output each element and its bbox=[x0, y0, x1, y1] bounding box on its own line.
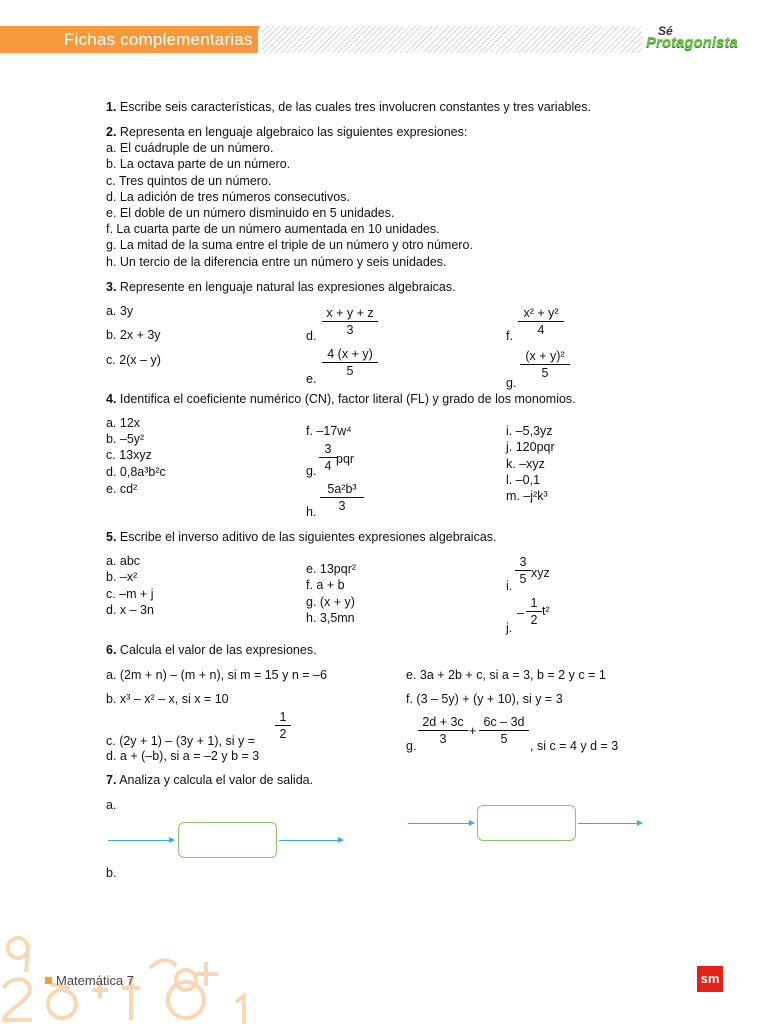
q5-j-fraction: 1 2 bbox=[526, 596, 542, 627]
q3-e-fraction: 4 (x + y) 5 bbox=[322, 347, 378, 378]
q6-g-label: g. bbox=[406, 739, 417, 753]
question-7 bbox=[106, 773, 313, 787]
q3-g-fraction: (x + y)² 5 bbox=[520, 349, 570, 380]
q5-i-fraction: 3 5 bbox=[515, 555, 531, 586]
q2-item: e. El doble de un número disminuido en 5 unidades. bbox=[106, 206, 395, 220]
q6-item-f: f. (3 – 5y) + (y + 10), si y = 3 bbox=[406, 692, 563, 706]
q4-item-f: f. –17w⁴ bbox=[306, 424, 352, 438]
q4-text: Identifica el coeficiente numérico (CN), factor literal (FL) y grado de los monomios. bbox=[116, 392, 576, 406]
q7-item-b-label: b. bbox=[106, 866, 117, 880]
q4-item-a: a. 12x bbox=[106, 416, 141, 430]
q3-d-label: d. bbox=[306, 329, 317, 343]
q2-item: g. La mitad de la suma entre el triple de un número y otro número. bbox=[106, 238, 473, 252]
q3-item-c: c. 2(x – y) bbox=[106, 353, 161, 367]
q6-item-b: b. x³ – x² – x, si x = 10 bbox=[106, 692, 229, 706]
q6-c-fraction: 1 2 bbox=[275, 710, 291, 741]
q6-g-fraction-1: 2d + 3c 3 bbox=[418, 715, 468, 746]
q5-i-label: i. bbox=[506, 579, 513, 593]
q6-g-fraction-2: 6c – 3d 5 bbox=[479, 715, 529, 746]
q2-item: d. La adición de tres números consecutivos. bbox=[106, 190, 350, 204]
q5-item-e: e. 13pqr² bbox=[306, 562, 357, 576]
logo-protagonista: Protagonista bbox=[646, 34, 738, 51]
q4-h-label: h. bbox=[306, 505, 317, 519]
logo-top-text: Sé bbox=[658, 24, 673, 38]
sm-publisher-logo: sm bbox=[697, 966, 723, 992]
q2-item: b. La octava parte de un número. bbox=[106, 157, 291, 171]
q5-text: Escribe el inverso aditivo de las siguientes expresiones algebraicas. bbox=[116, 530, 497, 544]
q3-f-label: f. bbox=[506, 329, 513, 343]
q6-text: Calcula el valor de las expresiones. bbox=[116, 643, 317, 657]
q3-g-label: g. bbox=[506, 376, 517, 390]
q4-item-l: l. –0,1 bbox=[506, 473, 541, 487]
q5-item-f: f. a + b bbox=[306, 578, 345, 592]
q3-text: Represente en lenguaje natural las expresiones algebraicas. bbox=[116, 280, 456, 294]
question-6 bbox=[106, 643, 317, 657]
q7-text: Analiza y calcula el valor de salida. bbox=[116, 773, 314, 787]
q3-number: 3. bbox=[106, 280, 117, 294]
q2-item: h. Un tercio de la diferencia entre un número y seis unidades. bbox=[106, 255, 447, 269]
question-3 bbox=[106, 280, 456, 294]
q4-item-j: j. 120pqr bbox=[506, 440, 555, 454]
header-title: Fichas complementarias bbox=[64, 30, 253, 49]
q5-j-label: j. bbox=[506, 621, 513, 635]
q3-d-fraction: x + y + z 3 bbox=[322, 306, 378, 337]
question-5 bbox=[106, 530, 497, 544]
q5-number: 5. bbox=[106, 530, 117, 544]
q5-j-sign: – bbox=[517, 606, 524, 620]
q4-item-i: i. –5,3yz bbox=[506, 424, 553, 438]
q5-item-a: a. abc bbox=[106, 554, 141, 568]
q4-number: 4. bbox=[106, 392, 117, 406]
q7-number: 7. bbox=[106, 773, 117, 787]
question-4 bbox=[106, 392, 576, 406]
q3-f-fraction: x² + y² 4 bbox=[518, 306, 564, 337]
q3-e-label: e. bbox=[306, 372, 317, 386]
q6-item-c: c. (2y + 1) – (3y + 1), si y = bbox=[106, 734, 256, 748]
q7-a-machine-box bbox=[178, 822, 277, 858]
q7-a-output-arrow bbox=[279, 840, 343, 841]
q6-number: 6. bbox=[106, 643, 117, 657]
q4-item-k: k. –xyz bbox=[506, 457, 545, 471]
q4-g-fraction: 3 4 bbox=[319, 442, 337, 473]
q4-item-e: e. cd² bbox=[106, 482, 138, 496]
q7-second-output-arrow bbox=[578, 823, 642, 824]
q2-item: c. Tres quintos de un número. bbox=[106, 174, 272, 188]
q2-text: Representa en lenguaje algebraico las siguientes expresiones: bbox=[116, 125, 468, 139]
q5-item-d: d. x – 3n bbox=[106, 603, 154, 617]
q7-second-input-arrow bbox=[408, 823, 474, 824]
q3-item-b: b. 2x + 3y bbox=[106, 328, 161, 342]
q1-text: Escribe seis características, de las cuales tres involucren constantes y tres variables. bbox=[116, 100, 591, 114]
q5-item-b: b. –x² bbox=[106, 570, 138, 584]
q6-item-e: e. 3a + 2b + c, si a = 3, b = 2 y c = 1 bbox=[406, 668, 606, 682]
footer-bullet bbox=[45, 977, 52, 984]
question-1 bbox=[106, 100, 591, 114]
q4-g-label: g. bbox=[306, 464, 317, 478]
q1-number: 1. bbox=[106, 100, 117, 114]
q5-item-h: h. 3,5mn bbox=[306, 611, 355, 625]
q6-item-d: d. a + (–b), si a = –2 y b = 3 bbox=[106, 749, 260, 763]
q3-item-a: a. 3y bbox=[106, 304, 134, 318]
q2-item: a. El cuádruple de un número. bbox=[106, 141, 274, 155]
q6-g-plus: + bbox=[469, 724, 477, 738]
q7-item-a-label: a. bbox=[106, 798, 117, 812]
question-2 bbox=[106, 125, 467, 139]
q4-h-fraction: 5a²b³ 3 bbox=[320, 482, 364, 513]
q6-g-tail: , si c = 4 y d = 3 bbox=[530, 739, 619, 753]
q2-number: 2. bbox=[106, 125, 117, 139]
q6-item-a: a. (2m + n) – (m + n), si m = 15 y n = –6 bbox=[106, 668, 327, 682]
q7-second-machine-box bbox=[477, 805, 576, 841]
header-hatch-decoration bbox=[262, 26, 642, 53]
q2-item: f. La cuarta parte de un número aumentada en 10 unidades. bbox=[106, 222, 440, 236]
q7-a-input-arrow bbox=[108, 840, 174, 841]
q4-g-tail: pqr bbox=[336, 452, 355, 466]
q5-item-g: g. (x + y) bbox=[306, 595, 355, 609]
q5-j-tail: t² bbox=[542, 604, 550, 618]
q5-i-tail: xyz bbox=[531, 566, 550, 580]
q4-item-b: b. –5y² bbox=[106, 432, 145, 446]
q4-item-c: c. 13xyz bbox=[106, 448, 152, 462]
q5-item-c: c. –m + j bbox=[106, 587, 154, 601]
q4-item-d: d. 0,8a³b²c bbox=[106, 465, 166, 479]
footer-book-title: Matemática 7 bbox=[56, 973, 135, 988]
q4-item-m: m. –j²k³ bbox=[506, 489, 548, 503]
